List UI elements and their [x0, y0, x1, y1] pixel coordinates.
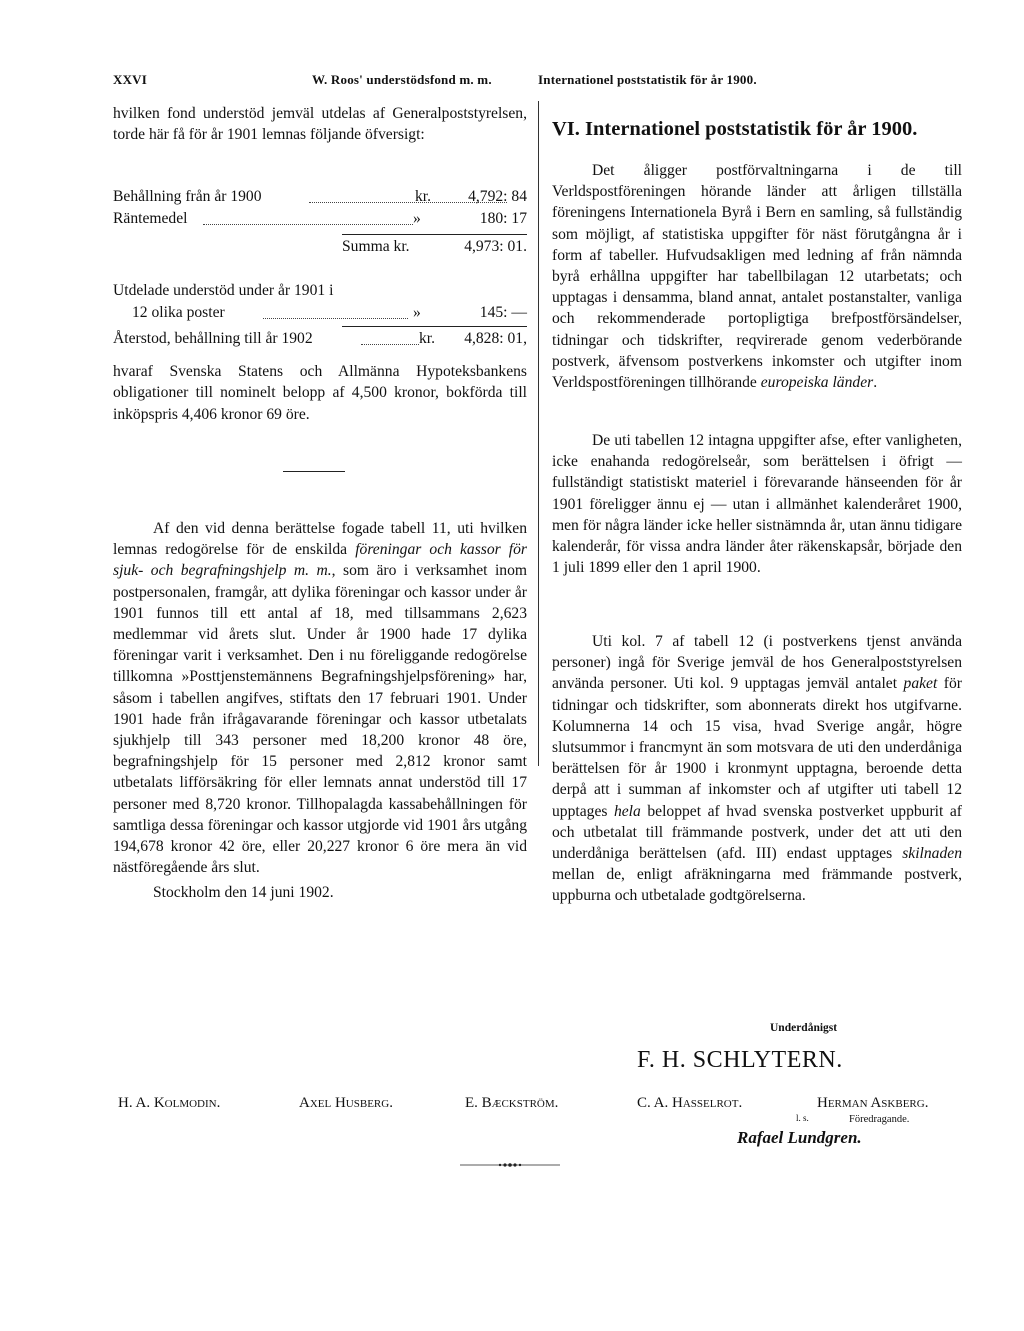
paragraph-text: beloppet af hvad svenska postverket uppburit af och utbetalat till främmande postverk, under det att uti den underdåniga berättelsen (afd. III) endast upptages: [552, 802, 962, 863]
signatory-kolmodin: H. A. Kolmodin.: [118, 1095, 221, 1111]
ledger-balance: [113, 188, 527, 209]
signatory-husberg: Axel Husberg.: [299, 1095, 393, 1111]
fund-paragraph: [113, 518, 527, 878]
fund-intro: hvilken fond understöd jemväl utdelas af Generalpoststyrelsen, torde här få för år 1901 lemnas följande öfversigt:: [113, 105, 527, 144]
ledger-interest: [113, 210, 527, 231]
page-number: XXVI: [113, 72, 148, 87]
ledger-paid: [113, 304, 527, 325]
ledger-paid-heading-text: Utdelade understöd under år 1901 i: [113, 282, 334, 299]
paragraph-text: Det åligger postförvaltningarna i de till Verldspostföreningen hörande länder att årligen tillställa föreningens Internationela Byrå i Bern en samling, så fullständig som möjligt, af statistiska uppgifter för näst förutgångna år i form af tabeller. Hufvudsakligen med ledning af från nämnda byrå erhållna uppgifter har tabellbilagan 12 utarbetats; och upptagas i densamma, bland annat, antalet postanstalter, vanliga och rekommenderade portopligtiga brefpostförsändelser, tidningar och tidskrifter, reqvirerade genom vederbörande postverk, äfvensom postverkens inkomster och utgifter inom Verldspostföreningen tillhörande: [552, 162, 962, 392]
section-divider: [283, 471, 345, 472]
ledger-paid-heading: [113, 282, 527, 303]
running-title-left: W. Roos' understödsfond m. m.: [312, 72, 492, 87]
fund-paragraph-emphasis: föreningar och kassor för sjuk- och begrafningshjelp m. m.: [113, 541, 527, 580]
paragraph-emphasis: europeiska länder: [760, 374, 874, 392]
signatory-baeckstrom: E. Bæckström.: [465, 1095, 559, 1111]
paragraph-text: mellan de, enligt afräkningarna med främmande postverk, uppburna och utbetalade godtgörelserna.: [552, 866, 962, 905]
humbly-label: Underdånigst: [770, 1022, 838, 1034]
ledger-paid-label: 12 olika poster: [132, 304, 225, 321]
role-label: Föredragande.: [849, 1114, 910, 1125]
ledger-sum-value: 4,973: 01.: [464, 238, 527, 255]
right-paragraph-2: De uti tabellen 12 intagna uppgifter afse, efter vanligheten, icke enahanda redogörelseår, som berättelsen i öfrigt — fullständigt statistiskt materiel i förevarande hänseenden för år 1901 föreligger ännu ej — utan i allmänhet kalenderåret 1900, men för några länder icke heller sistnämnda år, utan ännu tidigare kalenderår, för vissa andra länder åter räkenskapsår, började den 1 juli 1899 eller den 1 april 1900.: [552, 432, 962, 577]
ls-mark: l. s.: [796, 1113, 809, 1123]
bonds-note: hvaraf Svenska Statens och Allmänna Hypoteksbankens obligationer till nominelt belopp af 4,500 kronor, bokförda till inköpspris 4,406 kronor 69 öre.: [113, 363, 527, 423]
remain-rule: [342, 326, 527, 327]
signatory-hasselrot: C. A. Hasselrot.: [637, 1095, 743, 1111]
leader-dots: [203, 224, 413, 225]
ledger-interest-value: 180: 17: [479, 210, 527, 227]
ledger-balance-currency: kr.: [415, 188, 432, 205]
ledger-remain-currency: kr.: [419, 330, 436, 347]
paragraph-text: för tidningar och tidskrifter, som abonnerats direkt hos utgifvarne. Kolumnerna 14 och 15 visa, hvad Sverige angår, högre slutsummor i francmynt än som motsvara de uti den underdåniga berättelsen för år 1900 i kronmynt upptagna, beroende detta derpå att i summan af inkomster och af utgifter uti tabell 12 upptages: [552, 675, 962, 820]
paragraph-text: .: [873, 374, 878, 392]
ledger-interest-label: Räntemedel: [113, 210, 188, 227]
leader-dots: [361, 344, 419, 345]
ornament-rule: [460, 1163, 560, 1167]
fund-paragraph-text: Af den vid denna berättelse fogade tabell 11, uti hvilken lemnas redogörelse för de enskilda: [113, 520, 527, 559]
sum-rule: [342, 234, 527, 235]
leader-dots: [263, 318, 408, 319]
paragraph-emphasis: hela: [613, 802, 641, 820]
right-paragraph-1: [552, 160, 962, 393]
right-paragraph-3: [552, 631, 962, 907]
secretary-signature: Rafael Lundgren.: [737, 1128, 862, 1147]
ledger-remain-label: Återstod, behållning till år 1902: [113, 330, 313, 347]
ledger-balance-label: Behållning från år 1900: [113, 188, 262, 205]
paragraph-text: Uti kol. 7 af tabell 12 (i postverkens tjenst använda personer) ingå för Sverige jemväl de hos Generalpoststyrelsen använda personer. Uti kol. 9 upptagas jemväl antalet: [552, 633, 962, 693]
ledger-interest-currency: »: [413, 210, 421, 227]
ledger-remain: [113, 330, 527, 351]
place-date: Stockholm den 14 juni 1902.: [153, 884, 334, 901]
ledger-paid-value: 145: —: [479, 304, 527, 321]
ledger-balance-value: 4,792: 84: [468, 188, 527, 205]
fund-paragraph-text: , som äro i verksamhet inom postpersonalen, framgår, att dylika föreningar och kassor under år 1901 funnos till ett antal af 18, med tillsammans 2,623 medlemmar vid årets slut. Under år 1900 hade 17 dylika föreningar varit i verksamhet. Den i nu föreliggande redogörelse tillkomna »Posttjenstemännens Begrafningshjelpsförening» har, såsom i tabellen angifves, stiftats den 17 februari 1901. Under 1901 hade från ifrågavarande föreningar och kassor utbetalats sjukhjelp till 343 personer med 18,200 kronor 48 öre, begrafningshjelp för 15 personer med 2,812 kronor samt utbetalats lifförsäkring för eller lemnats annat understöd till 17 personer med 8,720 kronor. Tillhopalagda kassabehållningen för samtliga dessa föreningar och kassor utgjorde vid 1901 års utgång 194,678 kronor 42 öre, eller 20,227 kronor 6 öre mera än vid nästföregående års slut.: [113, 562, 527, 877]
column-divider: [538, 101, 539, 766]
paragraph-emphasis: skilnaden: [902, 845, 962, 863]
chief-signature: F. H. SCHLYTERN.: [637, 1047, 843, 1073]
section-title: VI. Internationel poststatistik för år 1900.: [552, 118, 918, 140]
ledger-remain-value: 4,828: 01,: [464, 330, 527, 347]
ledger-sum: [113, 238, 527, 259]
ledger-sum-label: Summa kr.: [342, 238, 410, 255]
ledger-paid-currency: »: [413, 304, 421, 321]
running-title-right: Internationel poststatistik för år 1900.: [538, 72, 757, 87]
paragraph-emphasis: paket: [903, 675, 938, 693]
signatory-askberg: Herman Askberg.: [817, 1095, 929, 1111]
